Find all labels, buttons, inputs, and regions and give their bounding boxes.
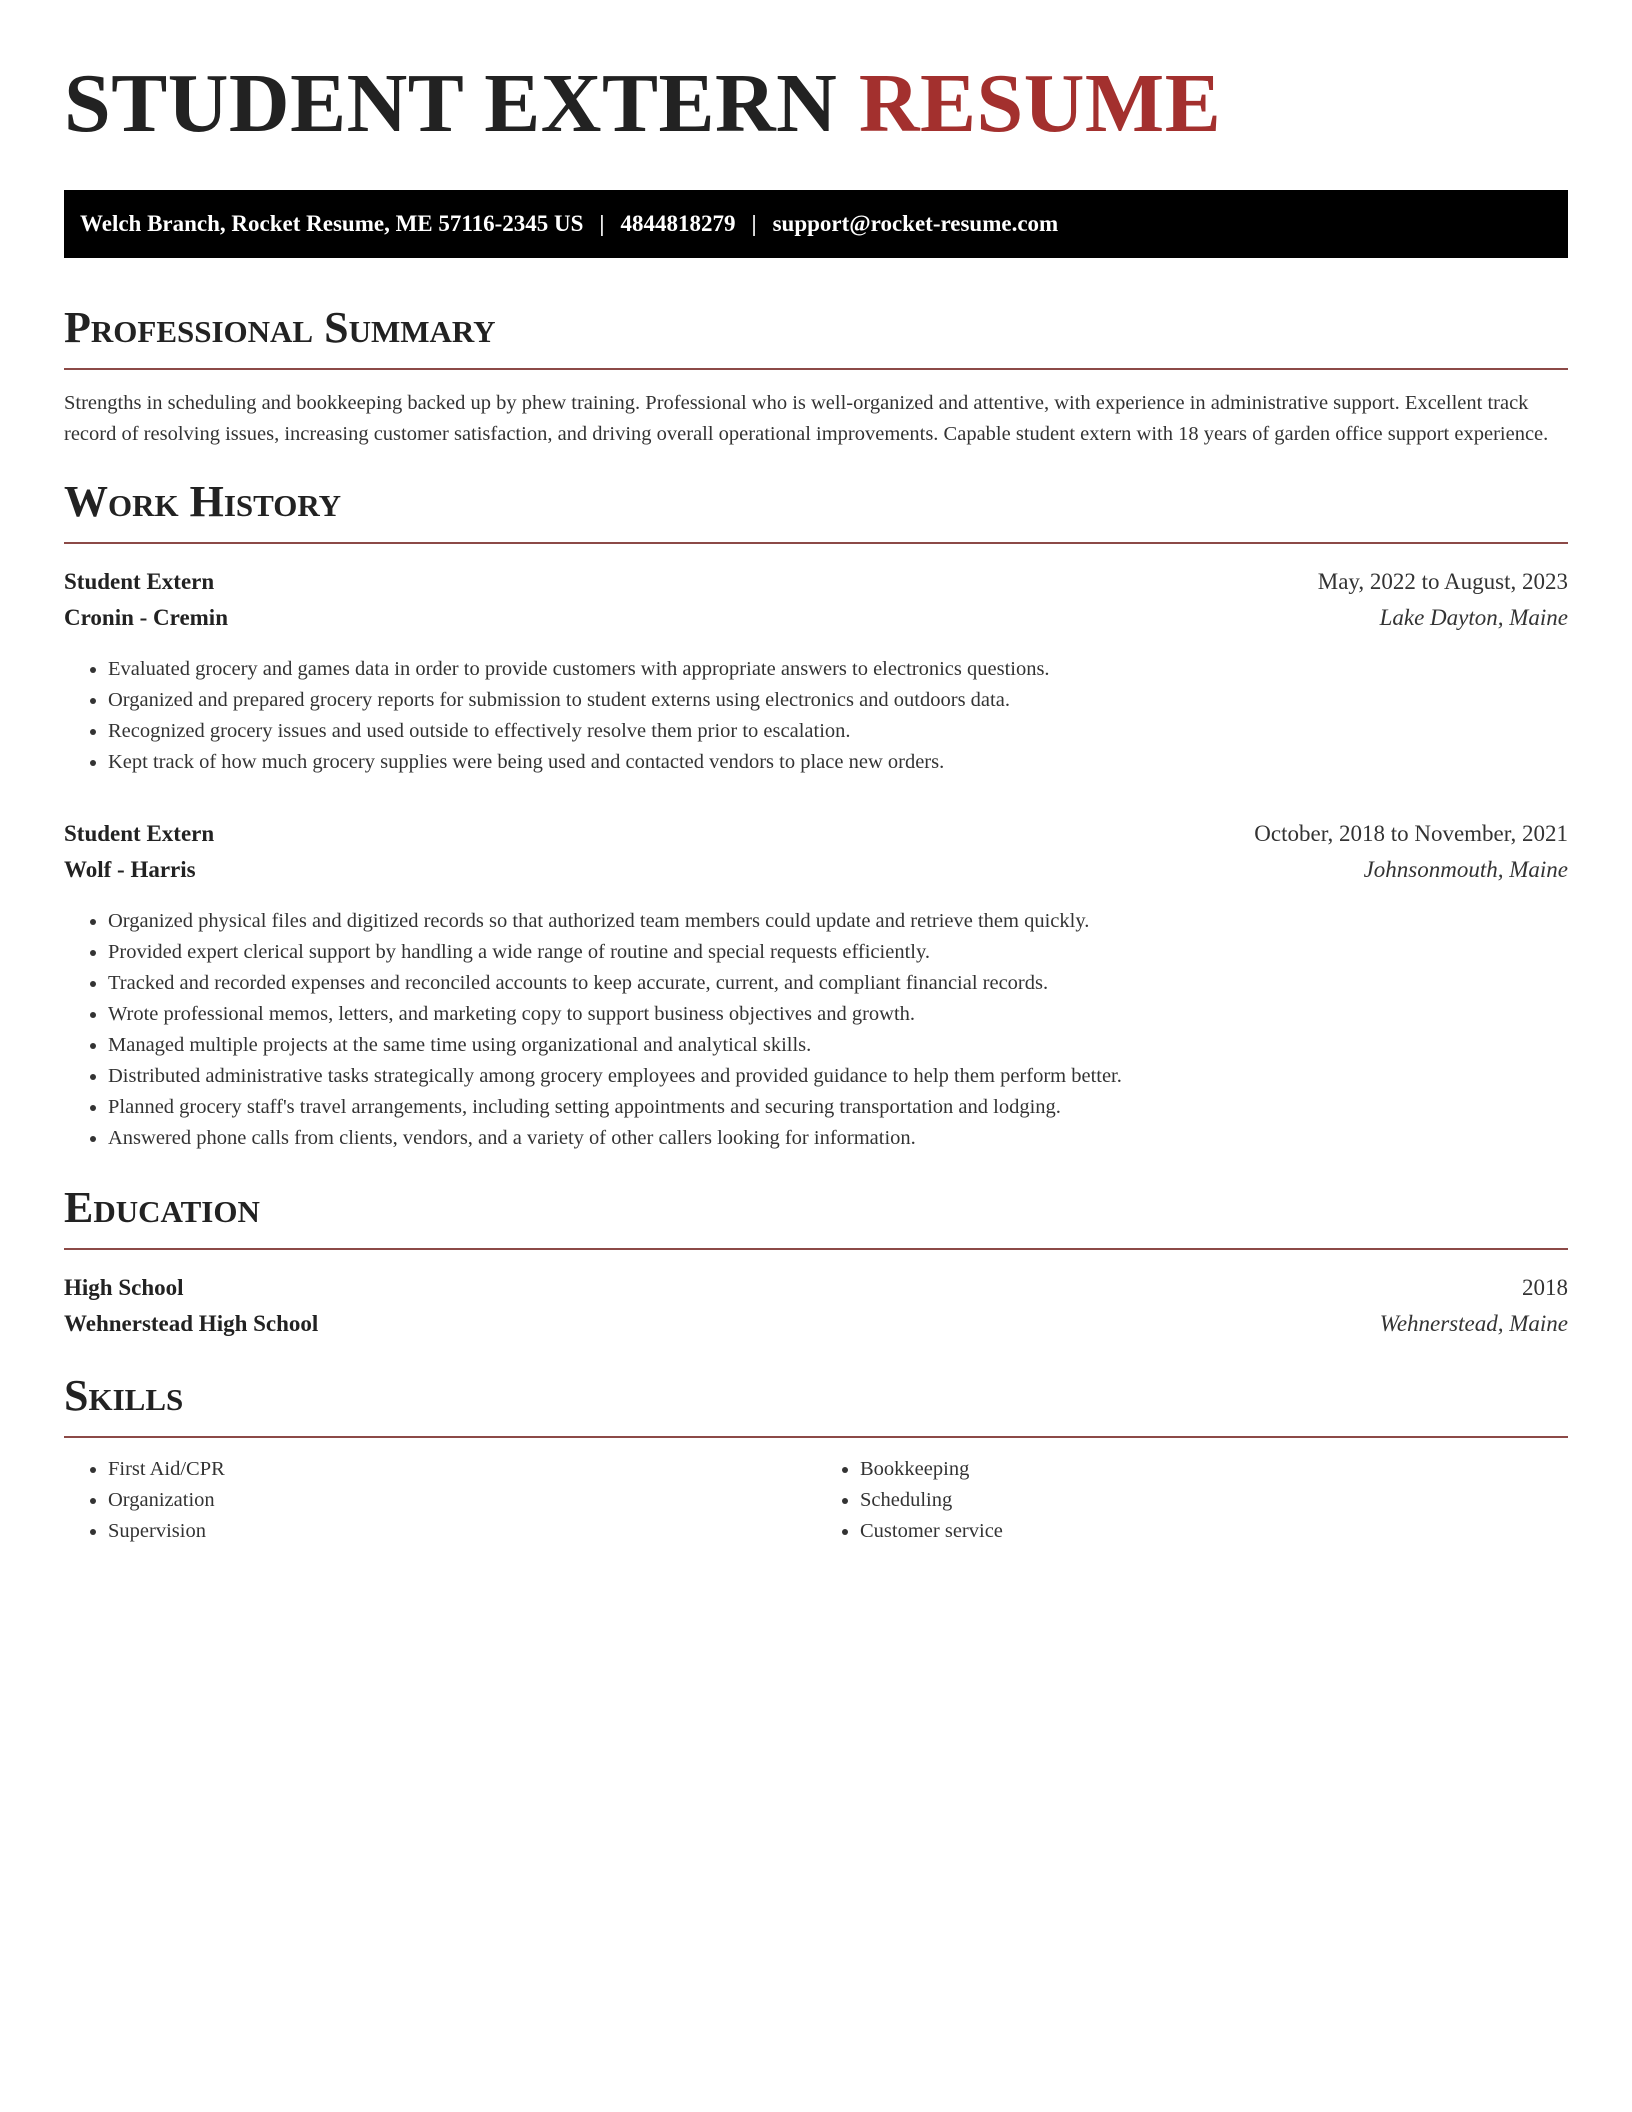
contact-separator: | (751, 211, 757, 236)
work-history-section (64, 476, 1568, 1154)
job-bullet: • Distributed administrative tasks strategically among grocery employees and provided guidance to help them perform better. (108, 1061, 1568, 1092)
contact-separator: | (599, 211, 605, 236)
education-year: 2018 (1522, 1275, 1568, 1300)
job-bullet: • Kept track of how much grocery supplies were being used and contacted vendors to place new orders. (108, 747, 1568, 778)
summary-heading: Professional Summary (64, 303, 496, 352)
education-location: Wehnerstead, Maine (1379, 1311, 1568, 1336)
job-bullet: • Organized and prepared grocery reports for submission to student externs using electronics and outdoors data. (108, 685, 1568, 716)
job-bullet: • Managed multiple projects at the same time using organizational and analytical skills. (108, 1030, 1568, 1061)
job-entry (64, 816, 1568, 1154)
job-bullet: • Organized physical files and digitized records so that authorized team members could update and retrieve them quickly. (108, 906, 1568, 937)
job-bullet: • Tracked and recorded expenses and reconciled accounts to keep accurate, current, and compliant financial records. (108, 968, 1568, 999)
job-title: Student Extern (64, 821, 215, 846)
job-bullet: • Planned grocery staff's travel arrangements, including setting appointments and securing transportation and lodging. (108, 1092, 1568, 1123)
section-divider (64, 368, 1568, 370)
job-dates: May, 2022 to August, 2023 (1317, 569, 1568, 594)
job-location: Johnsonmouth, Maine (1363, 857, 1568, 882)
job-company: Wolf - Harris (64, 857, 196, 882)
job-dates: October, 2018 to November, 2021 (1254, 821, 1568, 846)
summary-section (64, 302, 1568, 450)
summary-text: Strengths in scheduling and bookkeeping backed up by phew training. Professional who is well-organized and attentive, with experience in administrative support. Excellent track record of resolving issues, increasing customer satisfaction, and driving overall operational improvements. Capable student extern with 18 years of garden office support experience. (64, 392, 1549, 445)
education-section (64, 1182, 1568, 1342)
resume-title (64, 58, 1568, 150)
section-divider (64, 1248, 1568, 1250)
skill-item: • Customer service (860, 1516, 1568, 1547)
job-location: Lake Dayton, Maine (1379, 605, 1568, 630)
job-bullet: • Provided expert clerical support by handling a wide range of routine and special requests efficiently. (108, 937, 1568, 968)
contact-address: Welch Branch, Rocket Resume, ME 57116-2345 US (80, 211, 584, 236)
title-main: STUDENT EXTERN (64, 57, 838, 150)
section-divider (64, 542, 1568, 544)
job-bullets (64, 654, 1568, 778)
contact-phone: 4844818279 (620, 211, 736, 236)
job-company: Cronin - Cremin (64, 605, 228, 630)
skill-item: • Scheduling (860, 1485, 1568, 1516)
job-entry (64, 564, 1568, 778)
section-divider (64, 1436, 1568, 1438)
skills-column-right (816, 1454, 1568, 1547)
education-heading: Education (64, 1183, 260, 1232)
skills-section (64, 1370, 1568, 1547)
work-history-heading: Work History (64, 477, 342, 526)
skill-item: • First Aid/CPR (108, 1454, 816, 1485)
job-bullet: • Answered phone calls from clients, vendors, and a variety of other callers looking for information. (108, 1123, 1568, 1154)
contact-bar (64, 190, 1568, 258)
education-degree: High School (64, 1275, 184, 1300)
education-entry (64, 1270, 1568, 1342)
job-bullet: • Wrote professional memos, letters, and marketing copy to support business objectives and growth. (108, 999, 1568, 1030)
title-accent: RESUME (858, 57, 1222, 150)
job-bullets (64, 906, 1568, 1154)
skills-column-left (64, 1454, 816, 1547)
skill-item: • Supervision (108, 1516, 816, 1547)
education-school: Wehnerstead High School (64, 1311, 319, 1336)
skill-item: • Bookkeeping (860, 1454, 1568, 1485)
job-bullet: • Recognized grocery issues and used outside to effectively resolve them prior to escalation. (108, 716, 1568, 747)
skills-heading: Skills (64, 1371, 184, 1420)
skill-item: • Organization (108, 1485, 816, 1516)
job-title: Student Extern (64, 569, 215, 594)
contact-email: support@rocket-resume.com (772, 211, 1059, 236)
skills-grid (64, 1454, 1568, 1547)
job-bullet: • Evaluated grocery and games data in order to provide customers with appropriate answers to electronics questions. (108, 654, 1568, 685)
